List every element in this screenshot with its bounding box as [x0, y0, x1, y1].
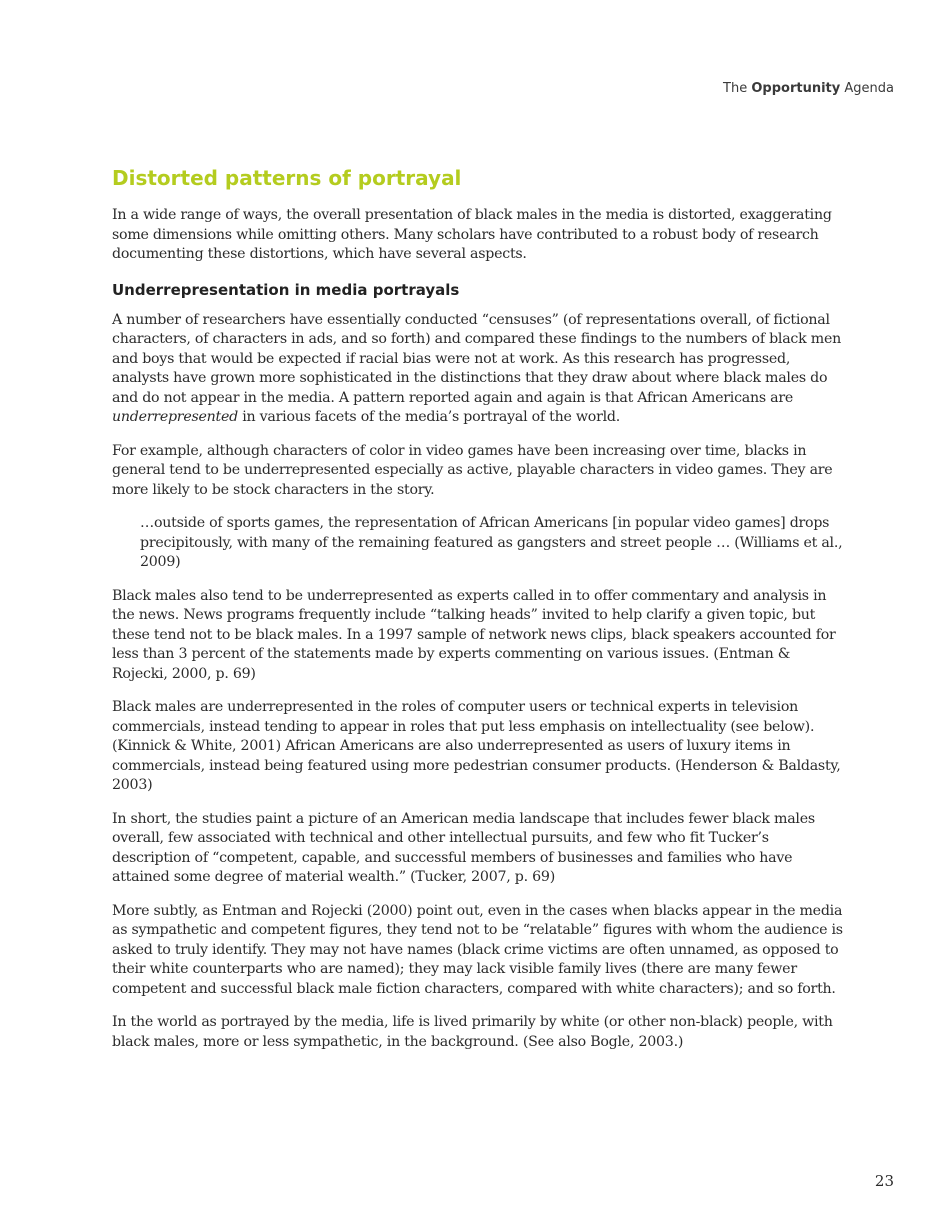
page-number: 23 — [874, 1172, 894, 1190]
header-brand: Opportunity — [751, 81, 841, 96]
paragraph-censuses-end: in various facets of the media’s portrayal of the world. — [237, 409, 621, 425]
paragraph-commercials: Black males are underrepresented in the roles of computer users or technical experts in television commercials, instead tending to appear in roles that put less emphasis on intellectuality (see below). (Kinnick & White, 2001) African Americans are also underrepresented as users of luxury items in commercials, instead being featured using more pedestrian consumer products. (Henderson & Baldasty, 2003) — [112, 699, 841, 793]
paragraph-relatable: More subtly, as Entman and Rojecki (2000) point out, even in the cases when blacks appear in the media as sympathetic and competent figures, they tend not to be “relatable” figures with whom the audience is asked to truly identify. They may not have names (black crime victims are often unnamed, as opposed to their white counterparts who are named); they may lack visible family lives (there are many fewer competent and successful black male fiction characters, compared with white characters); and so forth. — [112, 902, 843, 997]
paragraph-censuses — [112, 311, 847, 428]
section-title: Distorted patterns of portrayal — [112, 166, 462, 190]
paragraph-censuses-text: A number of researchers have essentially conducted “censuses” (of representations overall, of fictional characters, of characters in ads, and so forth) and compared these findings to the numbers of black men and boys that would be expected if racial bias were not at work. As this research has progressed, analysts have grown more sophisticated in the distinctions that they draw about where black males do and do not appear in the media. A pattern reported again and again is that African Americans are — [112, 311, 841, 406]
intro-paragraph: In a wide range of ways, the overall presentation of black males in the media is distorted, exaggerating some dimensions while omitting others. Many scholars have contributed to a robust body of research documenting these distortions, which have several aspects. — [112, 207, 832, 262]
block-quote: …outside of sports games, the representation of African Americans [in popular video games] drops precipitously, with many of the remaining featured as gangsters and street people … (Williams et al., 2009) — [140, 515, 843, 570]
subsection-title: Underrepresentation in media portrayals — [112, 280, 460, 299]
header-prefix: The — [723, 81, 748, 96]
paragraph-news-experts: Black males also tend to be underrepresented as experts called in to offer commentary and analysis in the news. News programs frequently include “talking heads” invited to help clarify a given topic, but these tend not to be black males. In a 1997 sample of network news clips, black speakers accounted for less than 3 percent of the statements made by experts commenting on various issues. (Entman & Rojecki, 2000, p. 69) — [112, 587, 836, 682]
paragraph-video-games: For example, although characters of color in video games have been increasing over time, blacks in general tend to be underrepresented especially as active, playable characters in video games. They are more likely to be stock characters in the story. — [112, 442, 833, 498]
running-header — [723, 81, 894, 96]
paragraph-conclusion: In the world as portrayed by the media, life is lived primarily by white (or other non-black) people, with black males, more or less sympathetic, in the background. (See also Bogle, 2003.) — [112, 1014, 833, 1050]
paragraph-summary: In short, the studies paint a picture of an American media landscape that includes fewer black males overall, few associated with technical and other intellectual pursuits, and few who fit Tucker’s description of “competent, capable, and successful members of businesses and families who have attained some degree of material wealth.” (Tucker, 2007, p. 69) — [112, 810, 815, 885]
header-suffix: Agenda — [844, 81, 894, 96]
emphasis-underrepresented: underrepresented — [112, 409, 238, 425]
page-content — [112, 164, 847, 1066]
